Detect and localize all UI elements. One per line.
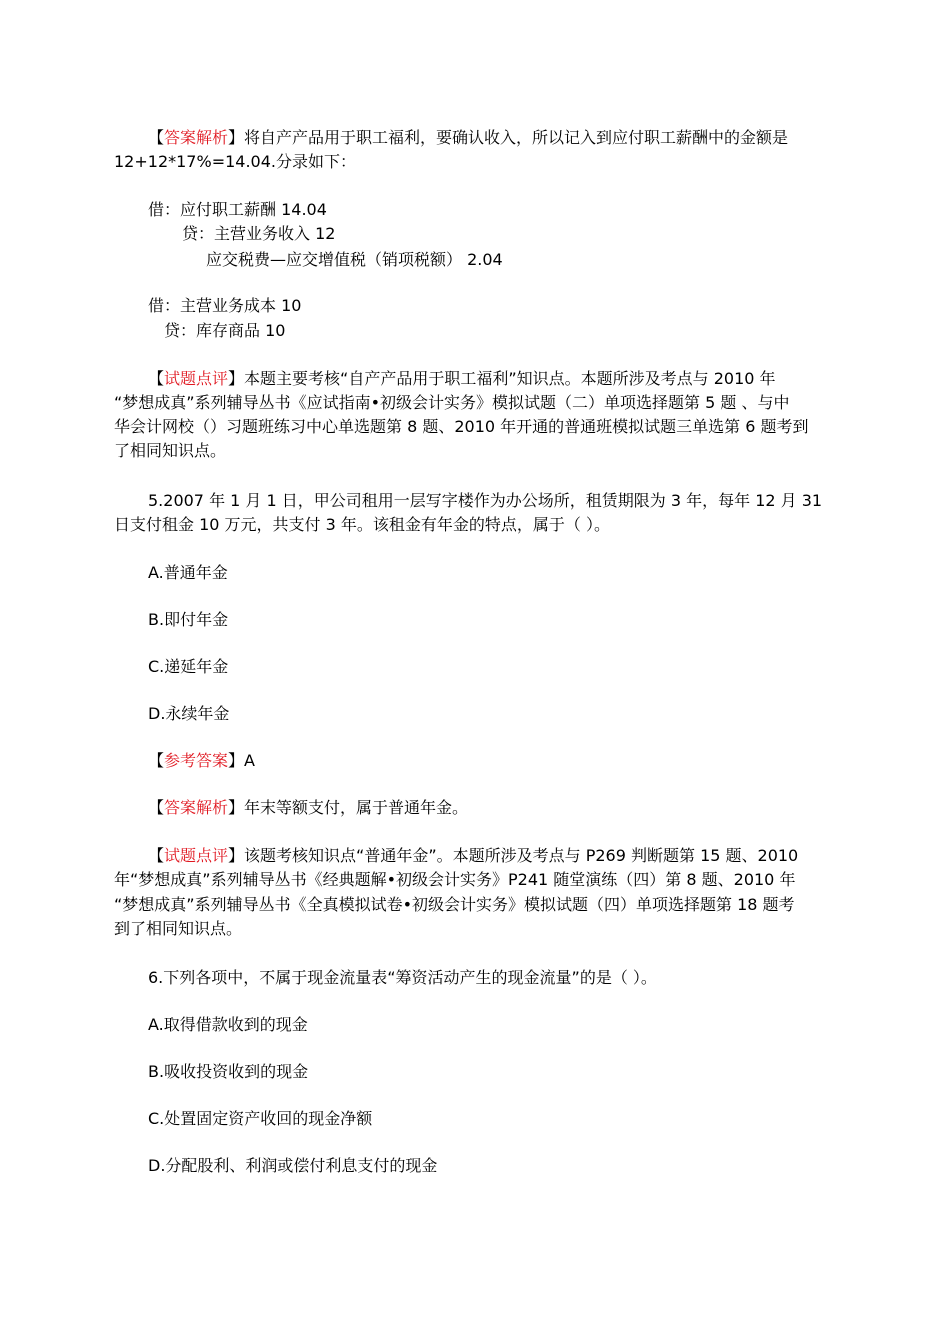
question-review-line-4: 了相同知识点。 (114, 441, 227, 460)
bracket-close: 】 (228, 128, 245, 147)
journal-debit-line: 借：应付职工薪酬 14.04 (148, 200, 327, 219)
option-d: D.分配股利、利润或偿付利息支付的现金 (148, 1156, 438, 1175)
journal-credit-line: 贷：库存商品 10 (164, 321, 286, 340)
question-5-stem-line-2: 日支付租金 10 万元，共支付 3 年。该租金有年金的特点，属于（ ）。 (114, 515, 610, 534)
journal-debit-line: 借：主营业务成本 10 (148, 296, 302, 315)
answer-analysis-text: 将自产产品用于职工福利，要确认收入，所以记入到应付职工薪酬中的金额是 (244, 128, 789, 147)
question-6-stem: 6.下列各项中，不属于现金流量表“筹资活动产生的现金流量”的是（ ）。 (148, 968, 657, 987)
bracket-close: 】 (228, 798, 245, 817)
question-review-line-3: “梦想成真”系列辅导丛书《全真模拟试卷•初级会计实务》模拟试题（四）单项选择题第 18 题考 (114, 895, 795, 914)
question-review-line-2: “梦想成真”系列辅导丛书《应试指南•初级会计实务》模拟试题（二）单项选择题第 5 题 、与中 (114, 393, 790, 412)
option-b: B.吸收投资收到的现金 (148, 1062, 309, 1081)
bracket-open: 【 (148, 128, 165, 147)
bracket-close: 】 (228, 846, 245, 865)
journal-credit-line: 应交税费—应交增值税（销项税额） 2.04 (206, 250, 503, 269)
option-c: C.处置固定资产收回的现金净额 (148, 1109, 373, 1128)
bracket-open: 【 (148, 798, 165, 817)
bracket-close: 】 (228, 369, 245, 388)
question-review-line-4: 到了相同知识点。 (114, 919, 243, 938)
answer-analysis-tag: 答案解析 (164, 798, 229, 817)
journal-credit-line: 贷：主营业务收入 12 (182, 224, 336, 243)
reference-answer-value: A (244, 751, 255, 770)
answer-analysis-tag: 答案解析 (164, 128, 229, 147)
question-review-tag: 试题点评 (164, 369, 229, 388)
option-a: A.普通年金 (148, 563, 228, 582)
option-c: C.递延年金 (148, 657, 229, 676)
answer-analysis-line-2: 12+12*17%=14.04.分录如下： (114, 152, 356, 171)
question-review-line (148, 367, 776, 391)
question-review-text: 本题主要考核“自产产品用于职工福利”知识点。本题所涉及考点与 2010 年 (244, 369, 776, 388)
question-review-line-2: 年“梦想成真”系列辅导丛书《经典题解•初级会计实务》P241 随堂演练（四）第 8 题、2010 年 (114, 870, 796, 889)
reference-answer-line (148, 749, 255, 773)
question-review-line-3: 华会计网校（）习题班练习中心单选题第 8 题、2010 年开通的普通班模拟试题三单选第 6 题考到 (114, 417, 809, 436)
reference-answer-tag: 参考答案 (164, 751, 229, 770)
question-5-stem: 5.2007 年 1 月 1 日，甲公司租用一层写字楼作为办公场所，租赁期限为 3 年，每年 12 月 31 (148, 491, 823, 510)
answer-analysis-line (148, 126, 788, 150)
bracket-open: 【 (148, 751, 165, 770)
bracket-open: 【 (148, 369, 165, 388)
question-review-tag: 试题点评 (164, 846, 229, 865)
question-review-text: 该题考核知识点“普通年金”。本题所涉及考点与 P269 判断题第 15 题、2010 (244, 846, 799, 865)
answer-analysis-line (148, 796, 468, 820)
question-review-line (148, 844, 798, 868)
option-a: A.取得借款收到的现金 (148, 1015, 308, 1034)
option-b: B.即付年金 (148, 610, 229, 629)
answer-analysis-text: 年末等额支付，属于普通年金。 (244, 798, 469, 817)
bracket-close: 】 (228, 751, 245, 770)
option-d: D.永续年金 (148, 704, 230, 723)
bracket-open: 【 (148, 846, 165, 865)
